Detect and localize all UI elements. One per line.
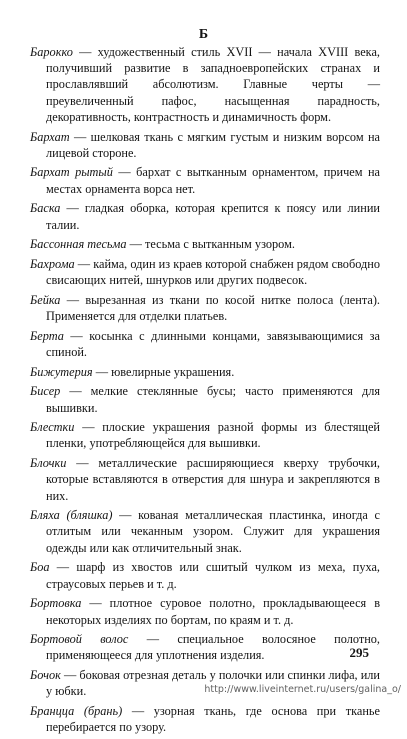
entry-term: Бархат <box>30 129 70 144</box>
entry-definition: мелкие стеклянные бусы; часто применяются для вышивки. <box>46 384 380 415</box>
glossary-entry: Бархат рытый — бархат с вытканным орнаментом, причем на местах орнамента ворса нет. <box>30 165 380 196</box>
entry-term: Баска <box>30 201 61 216</box>
glossary-entry: Бранцца (брань) — узорная ткань, где основа при тканье перебирается по узору. <box>30 704 380 735</box>
entry-definition: художественный стиль XVII — начала XVIII века, получивший развитие в западноевропейских странах и прославлявший абсолютизм. Главные черты — преувеличенный пафос, насыщенная парадность, декоративность, контрастность и динамичность форм. <box>46 45 380 124</box>
entry-term: Берта <box>30 328 64 343</box>
entry-definition: узорная ткань, где основа при тканье перебирается по узору. <box>46 704 380 735</box>
glossary-entries <box>30 44 380 739</box>
entry-term: Бижутерия <box>30 364 93 379</box>
entry-definition: металлические расширяющиеся кверху трубочки, которые вставляются в отверстия для шнура и закрепляются в них. <box>46 456 380 503</box>
entry-definition: специальное волосяное полотно, применяющееся для уплотнения изделия. <box>46 632 380 663</box>
page-number: 295 <box>349 645 369 660</box>
glossary-entry: Бижутерия — ювелирные украшения. <box>30 364 235 379</box>
glossary-entry: Бейка — вырезанная из ткани по косой нитке полоса (лента). Применяется для отделки платьев. <box>30 292 380 324</box>
glossary-entry: Бархат — шелковая ткань с мягким густым и низким ворсом на лицевой стороне. <box>30 129 380 160</box>
entry-term: Бахрома <box>30 256 75 271</box>
entry-term: Блестки <box>30 420 75 435</box>
entry-definition: плотное суровое полотно, прокладывающееся в некоторых изделиях по бортам, по краям и т. д. <box>46 596 380 627</box>
entry-term: Бисер <box>30 384 61 399</box>
entry-term: Бранцца (брань) <box>30 704 123 719</box>
entry-term: Блочки <box>30 456 67 471</box>
glossary-entry: Бочок — боковая отрезная деталь у полочки или спинки лифа, или у юбки. <box>30 668 380 699</box>
source-watermark: http://www.liveinternet.ru/users/galina_o/ <box>204 684 401 695</box>
section-letter: Б <box>198 27 209 42</box>
entry-definition: ювелирные украшения. <box>111 364 235 379</box>
glossary-entry: Бисер — мелкие стеклянные бусы; часто применяются для вышивки. <box>30 384 380 415</box>
entry-definition: бархат с вытканным орнаментом, причем на местах орнамента ворса нет. <box>46 165 380 196</box>
entry-term: Бассонная тесьма <box>30 237 127 252</box>
entry-term: Бляха (бляшка) <box>30 508 113 523</box>
entry-term: Бочок <box>30 668 61 683</box>
glossary-entry: Барокко — художественный стиль XVII — начала XVIII века, получивший развитие в западноевропейских странах и прославлявший абсолютизм. Главные черты — преувеличенный пафос, насыщенная парадность, декоративность, контрастность и динамичность форм. <box>30 45 380 124</box>
glossary-entry: Блочки — металлические расширяющиеся кверху трубочки, которые вставляются в отверстия для шнура и закрепляются в них. <box>30 456 380 503</box>
glossary-entry: Блестки — плоские украшения разной формы из блестящей пленки, употребляющейся для вышивки. <box>30 420 380 451</box>
glossary-entry: Бортовка — плотное суровое полотно, прокладывающееся в некоторых изделиях по бортам, по краям и т. д. <box>30 596 380 627</box>
entry-definition: плоские украшения разной формы из блестящей пленки, употребляющейся для вышивки. <box>46 420 380 451</box>
entry-definition: кованая металлическая пластинка, иногда с отлитым или чеканным узором. Служит для украшения одежды или как отличительный знак. <box>46 508 380 555</box>
entry-definition: тесьма с вытканным узором. <box>144 237 295 252</box>
glossary-entry: Бахрома — кайма, один из краев которой снабжен рядом свободно свисающих нитей, шнурков или других подвесок. <box>30 256 380 288</box>
entry-definition: вырезанная из ткани по косой нитке полоса (лента). Применяется для отделки платьев. <box>46 292 380 324</box>
entry-term: Бархат рытый <box>30 165 113 180</box>
entry-term: Боа <box>30 560 50 575</box>
glossary-entry: Боа — шарф из хвостов или сшитый чулком из меха, пуха, страусовых перьев и т. д. <box>30 560 380 591</box>
entry-definition: боковая отрезная деталь у полочки или спинки лифа, или у юбки. <box>46 668 380 699</box>
entry-definition: шелковая ткань с мягким густым и низким ворсом на лицевой стороне. <box>46 129 380 160</box>
entry-term: Бортовой волос <box>30 632 129 647</box>
entry-definition: шарф из хвостов или сшитый чулком из меха, пуха, страусовых перьев и т. д. <box>46 560 380 591</box>
entry-term: Барокко <box>30 45 73 59</box>
entry-term: Бейка <box>30 292 61 307</box>
glossary-entry: Берта — косынка с длинными концами, завязывающимися за спиной. <box>30 328 380 359</box>
entry-definition: косынка с длинными концами, завязывающимися за спиной. <box>46 328 380 359</box>
entry-definition: гладкая оборка, которая крепится к поясу или линии талии. <box>46 201 380 232</box>
entry-definition: кайма, один из краев которой снабжен рядом свободно свисающих нитей, шнурков или других подвесок. <box>46 256 380 288</box>
glossary-entry: Баска — гладкая оборка, которая крепится к поясу или линии талии. <box>30 201 380 232</box>
glossary-entry: Бортовой волос — специальное волосяное полотно, применяющееся для уплотнения изделия. <box>30 632 380 663</box>
glossary-entry: Бляха (бляшка) — кованая металлическая пластинка, иногда с отлитым или чеканным узором. Служит для украшения одежды или как отличительный знак. <box>30 508 380 555</box>
glossary-entry: Бассонная тесьма — тесьма с вытканным узором. <box>30 237 295 252</box>
entry-term: Бортовка <box>30 596 82 611</box>
